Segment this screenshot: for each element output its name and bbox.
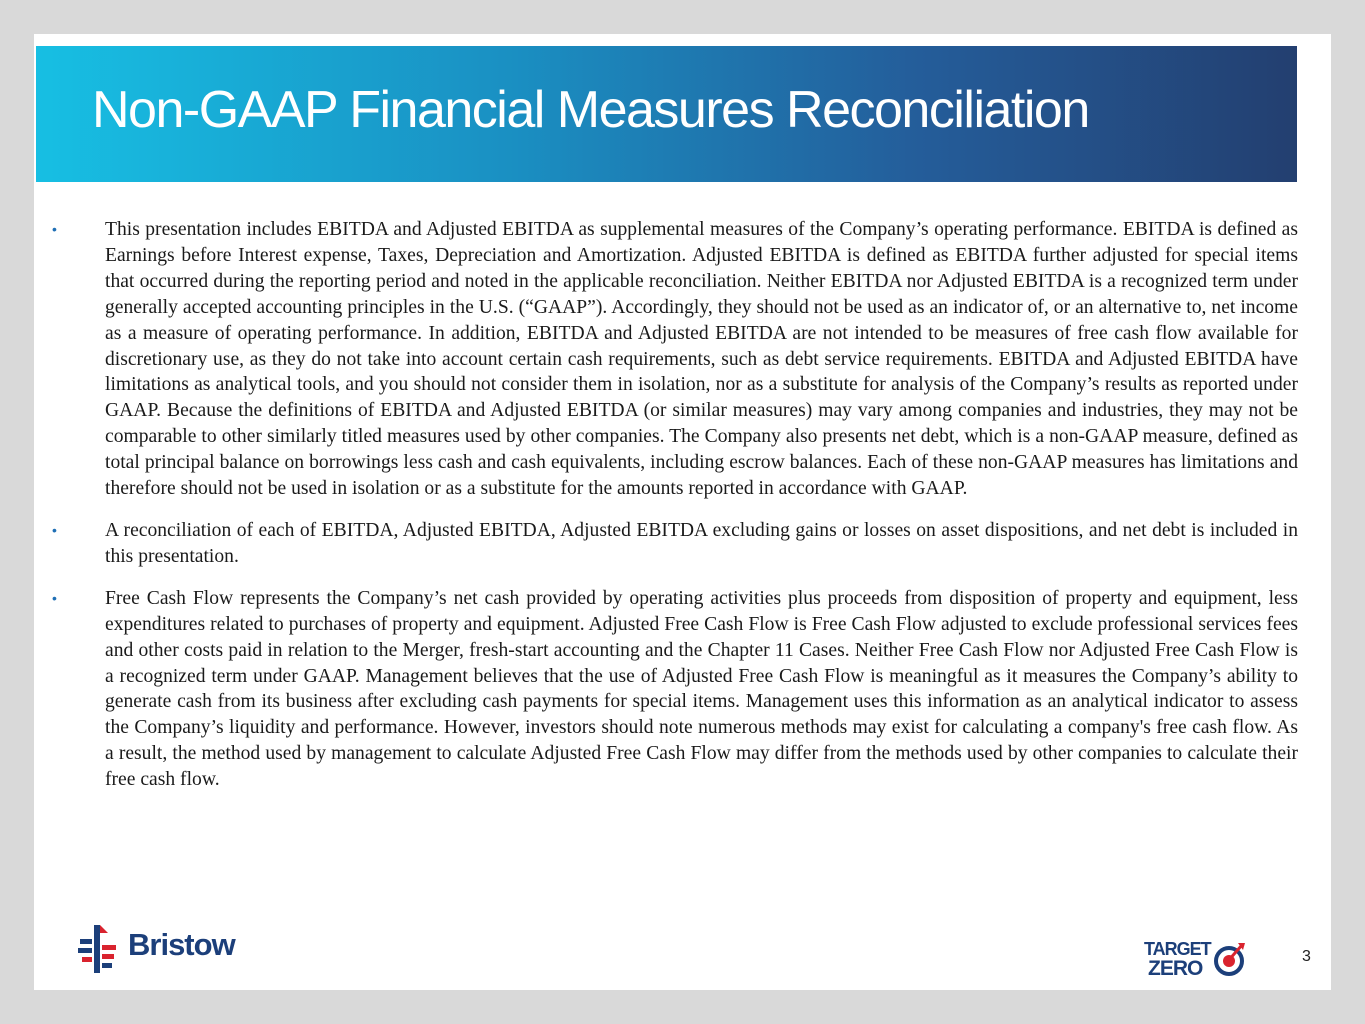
title-banner: [36, 46, 1297, 182]
bullet-dot: •: [52, 589, 57, 606]
page-number: 3: [1302, 948, 1311, 965]
bullet-text: This presentation includes EBITDA and Adjusted EBITDA as supplemental measures of the Company’s operating performance. EBITDA is defined as Earnings before Interest expense, Taxes, Depreciation and Amortization. Adjusted EBITDA is defined as EBITDA further adjusted for special items that occurred during the reporting period and noted in the applicable reconciliation. Neither EBITDA nor Adjusted EBITDA is a recognized term under generally accepted accounting principles in the U.S. (“GAAP”). Accordingly, they should not be used as an indicator of, or an alternative to, net income as a measure of operating performance. In addition, EBITDA and Adjusted EBITDA are not intended to be measures of free cash flow available for discretionary use, as they do not take into account certain cash requirements, such as debt service requirements. EBITDA and Adjusted EBITDA have limitations as analytical tools, and you should not consider them in isolation, nor as a substitute for analysis of the Company’s results as reported under GAAP. Because the definitions of EBITDA and Adjusted EBITDA (or similar measures) may vary among companies and industries, they may not be comparable to other similarly titled measures used by other companies. The Company also presents net debt, which is a non-GAAP measure, defined as total principal balance on borrowings less cash and cash equivalents, including escrow balances. Each of these non-GAAP measures has limitations and therefore should not be used in isolation or as a substitute for the amounts reported in accordance with GAAP.: [105, 219, 1298, 500]
slide-title: Non-GAAP Financial Measures Reconciliation: [92, 81, 1089, 139]
bristow-logo-icon: [78, 925, 124, 973]
bullet-dot: •: [52, 521, 57, 538]
target-zero-logo: [1144, 939, 1244, 981]
target-icon: [1214, 941, 1246, 977]
bullet-item-reconciliation: [48, 518, 1298, 570]
bullet-dot: •: [52, 221, 57, 237]
target-zero-line2: ZERO: [1148, 957, 1203, 980]
bullet-item-free-cash-flow: [48, 586, 1298, 793]
bullet-text: A reconciliation of each of EBITDA, Adjusted EBITDA, Adjusted EBITDA excluding gains or losses on asset dispositions, and net debt is included in this presentation.: [105, 519, 1298, 567]
slide: [34, 34, 1331, 990]
bristow-logo-text: Bristow: [128, 927, 235, 962]
bullet-text: Free Cash Flow represents the Company’s net cash provided by operating activities plus proceeds from disposition of property and equipment, less expenditures related to purchases of property and equipment. Adjusted Free Cash Flow is Free Cash Flow adjusted to exclude professional services fees and other costs paid in relation to the Merger, fresh-start accounting and the Chapter 11 Cases. Neither Free Cash Flow nor Adjusted Free Cash Flow is a recognized term under GAAP. Management believes that the use of Adjusted Free Cash Flow is meaningful as it measures the Company’s ability to generate cash from its business after excluding cash payments for special items. Management uses this information as an analytical indicator to assess the Company’s liquidity and performance. However, investors should note numerous methods may exist for calculating a company's free cash flow. As a result, the method used by management to calculate Adjusted Free Cash Flow may differ from the methods used by other companies to calculate their free cash flow.: [105, 587, 1298, 791]
bristow-logo: [78, 925, 268, 975]
bullet-item-ebitda: [48, 217, 1298, 502]
target-zero-line1: TARGET: [1144, 939, 1211, 959]
bullet-list: [48, 217, 1298, 809]
